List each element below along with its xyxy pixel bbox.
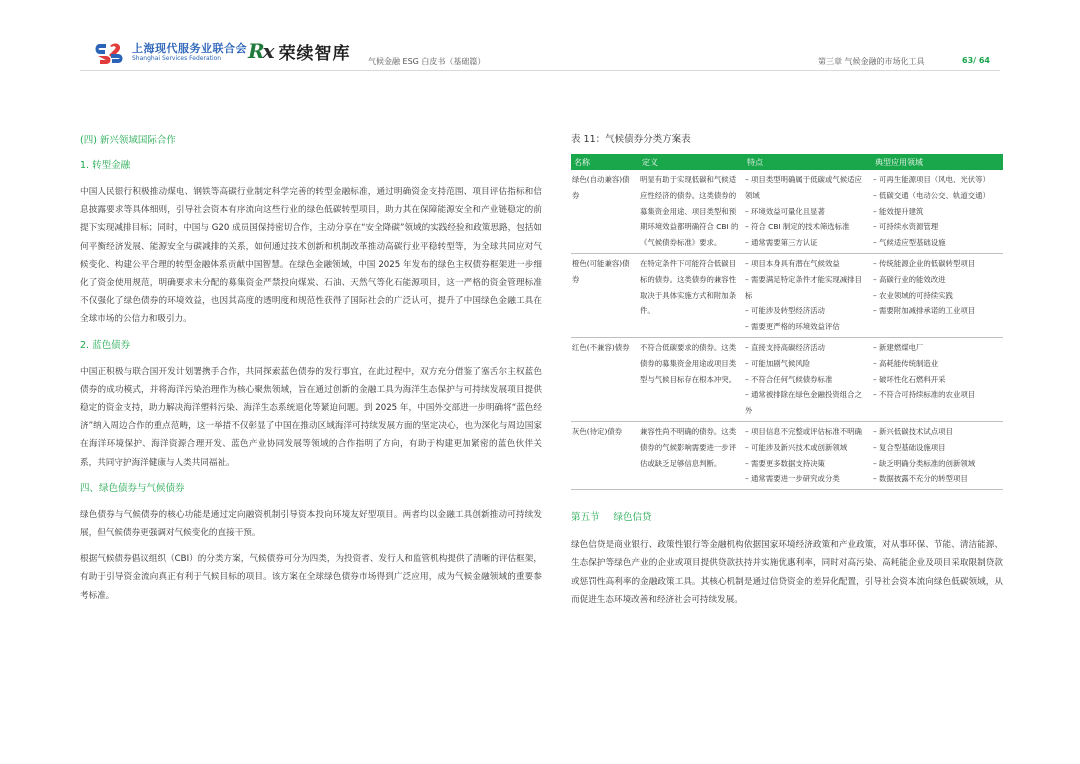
section-heading: (四) 新兴领域国际合作: [80, 135, 176, 146]
list-item: – 可持续水资源管理: [873, 222, 939, 232]
list-item: – 通常需要进一步研究或分类: [745, 474, 840, 484]
paragraph: 中国正积极与联合国开发计划署携手合作，共同探索蓝色债券的发行事宜，在此过程中，双方充分借鉴了塞舌尔主权蓝色债券的成功模式，并将海洋污染治理作为核心聚焦领域，旨在通过创新的金融工具为海洋生态保护与可持续发展项目提供稳定的资金支持，助力解决海洋塑料污染、海洋生态系统退化等紧迫问题。到 2025 年，中国外交部进一步明确将“蓝色经济”纳入周边合作的重点范畴，这一举措不仅彰显了中国在推动区域海洋可持续发展方面的坚定决心，也为深化与周边国家在海洋环境保护、海洋资源合理开发、蓝色产业协同发展等领域的合作指明了方向，有助于构建更加紧密的蓝色伙伴关系，共同守护海洋健康与人类共同福祉。: [80, 366, 542, 468]
list-item: – 项目信息不完整或评估标准不明确: [745, 426, 862, 436]
header-divider: [80, 70, 1000, 71]
list-item: – 数据披露不充分的转型项目: [873, 474, 968, 484]
list-item: – 高碳行业的能效改进: [873, 274, 946, 284]
list-item: – 直接支持高碳经济活动: [745, 342, 825, 352]
table-row: [571, 253, 1003, 337]
bond-classification-table: [571, 154, 1003, 490]
table-row: [571, 337, 1003, 421]
left-column: [80, 131, 542, 605]
list-item: – 破坏性化石燃料开采: [873, 374, 946, 384]
bond-name-cell: 红色(不兼容)债券: [571, 337, 639, 421]
list-item: – 通常被排除在绿色金融投资组合之外: [745, 390, 862, 416]
bond-name-cell: 橙色(可能兼容)债券: [571, 253, 639, 337]
table-header-cell: 特点: [744, 154, 872, 170]
features-cell: [744, 337, 872, 421]
applications-cell: [872, 421, 1003, 489]
list-item: – 能效提升建筑: [873, 206, 924, 216]
list-item: – 需要满足特定条件才能实现减排目标: [745, 274, 862, 300]
list-item: – 农业领域的可持续实践: [873, 290, 953, 300]
federation-name: 上海现代服务业联合会: [132, 42, 247, 55]
right-column: [571, 131, 1003, 609]
definition-cell: 兼容性尚不明确的债券。这类债券的气候影响需要进一步评估或缺乏足够信息判断。: [639, 421, 744, 489]
list-item: – 可能涉及转型经济活动: [745, 306, 825, 316]
federation-logo-icon: [94, 40, 124, 64]
table-row: [571, 421, 1003, 489]
list-item: – 需要更严格的环境效益评估: [745, 322, 840, 332]
list-item: – 高耗能传统制造业: [873, 358, 939, 368]
list-item: – 环境效益可量化且显著: [745, 206, 825, 216]
list-item: – 气候适应型基础设施: [873, 238, 946, 248]
section-title: 绿色信贷: [613, 512, 652, 524]
table-header-cell: 名称: [571, 154, 639, 170]
features-cell: [744, 421, 872, 489]
list-item: – 需要更多数据支持决策: [745, 458, 825, 468]
features-cell: [744, 170, 872, 253]
section-heading: [571, 508, 1003, 528]
list-item: – 缺乏明确分类标准的创新领域: [873, 458, 976, 468]
paragraph: 绿色信贷是商业银行、政策性银行等金融机构依据国家环境经济政策和产业政策，对从事环保、节能、清洁能源、生态保护等绿色产业的企业或项目提供贷款扶持并实施优惠利率，同时对高污染、高耗能企业及项目采取限制贷款或惩罚性高利率的金融政策工具。其核心机制是通过信贷资金的差异化配置，引导社会资本流向绿色低碳领域，从而促进生态环境改善和经济社会可持续发展。: [571, 540, 1003, 605]
list-item: – 不符合可持续标准的农业项目: [873, 390, 976, 400]
list-item: – 不符合任何气候债券标准: [745, 374, 833, 384]
federation-name-en: Shanghai Services Federation: [132, 55, 222, 62]
document-title: 气候金融 ESG 白皮书（基础篇）: [368, 57, 486, 66]
definition-cell: 在特定条件下可能符合低碳目标的债券。这类债券的兼容性取决于具体实施方式和附加条件。: [639, 253, 744, 337]
list-item: – 项目本身具有潜在气候效益: [745, 258, 840, 268]
table-header-cell: 典型应用领域: [872, 154, 1003, 170]
page-number: 63/ 64: [962, 56, 990, 65]
table-row: [571, 170, 1003, 253]
list-item: – 低碳交通（电动公交、轨道交通）: [873, 190, 990, 200]
table-caption: 表 11：气候债券分类方案表: [571, 134, 691, 145]
table-header-row: [571, 154, 1003, 170]
paragraph: 根据气候债券倡议组织（CBI）的分类方案，气候债券可分为四类，为投资者、发行人和监管机构提供了清晰的评估框架，有助于引导资金流向真正有利于气候目标的项目。该方案在全球绿色债券市场得到广泛应用，成为气候金融领域的重要参考标准。: [80, 554, 542, 601]
subsection-heading: 2. 蓝色债券: [80, 339, 131, 351]
list-item: – 可能涉及新兴技术或创新领域: [745, 442, 848, 452]
list-item: – 复合型基础设施项目: [873, 442, 946, 452]
definition-cell: 明显有助于实现低碳和气候适应性经济的债券。这类债券的募集资金用途、项目类型和预期环境效益都明确符合 CBI 的《气候债券标准》要求。: [639, 170, 744, 253]
list-item: – 项目类型明确属于低碳或气候适应领域: [745, 175, 862, 200]
applications-cell: [872, 253, 1003, 337]
page-header: [0, 0, 1080, 80]
paragraph: 中国人民银行积极推动煤电、钢铁等高碳行业制定科学完善的转型金融标准，通过明确资金支持范围、项目评估指标和信息披露要求等具体细则，引导社会资本有序流向这些行业的绿色低碳转型项目，助力其在保障能源安全和产业链稳定的前提下实现减排目标；同时，中国与 G20 成员国保持密切合作，主动分享在“安全降碳”领域的实践经验和政策思路，包括如何平衡经济发展、能源安全与碳减排的关系，如何通过技术创新和机制改革推动高碳行业平稳转型等，为全球共同应对气候变化、构建公平合理的转型金融体系贡献中国智慧。在绿色金融领域，中国 2025 年发布的绿色主权债券框架进一步细化了资金使用规范，明确要求未分配的募集资金严禁投向煤炭、石油、天然气等化石能源项目，这一严格的资金管理标准不仅强化了绿色债券的环境效益，也因其高度的透明度和规范性获得了国际社会的广泛认可，提升了中国绿色金融工具在全球市场的公信力和吸引力。: [80, 187, 542, 325]
think-tank-logo-icon: Rx: [248, 39, 273, 63]
definition-cell: 不符合低碳要求的债券。这类债券的募集资金用途或项目类型与气候目标存在根本冲突。: [639, 337, 744, 421]
bond-name-cell: 灰色(待定)债券: [571, 421, 639, 489]
features-cell: [744, 253, 872, 337]
think-tank-name: 荣续智库: [278, 43, 351, 64]
list-item: – 需要附加减排承诺的工业项目: [873, 306, 976, 316]
section-heading: 四、绿色债券与气候债券: [80, 482, 185, 494]
think-tank-logo: [248, 38, 351, 64]
paragraph: 绿色债券与气候债券的核心功能是通过定向融资机制引导资本投向环境友好型项目。两者均以金融工具创新推动可持续发展，但气候债券更强调对气候变化的直接干预。: [80, 509, 542, 539]
chapter-title: 第三章 气候金融的市场化工具: [818, 57, 925, 66]
list-item: – 新兴低碳技术试点项目: [873, 426, 953, 436]
subsection-heading: 1. 转型金融: [80, 160, 131, 171]
section-label: 第五节: [571, 512, 600, 524]
list-item: – 传统能源企业的低碳转型项目: [873, 258, 976, 268]
list-item: – 新建燃煤电厂: [873, 342, 924, 352]
federation-logo-text: [132, 42, 247, 63]
table-header-cell: 定义: [639, 154, 744, 170]
bond-name-cell: 绿色(自动兼容)债券: [571, 170, 639, 253]
applications-cell: [872, 337, 1003, 421]
list-item: – 可再生能源项目（风电、光伏等）: [873, 175, 990, 184]
applications-cell: [872, 170, 1003, 253]
list-item: – 可能加剧气候风险: [745, 358, 811, 368]
list-item: – 符合 CBI 制定的技术筛选标准: [745, 222, 850, 232]
list-item: – 通常需要第三方认证: [745, 238, 818, 248]
